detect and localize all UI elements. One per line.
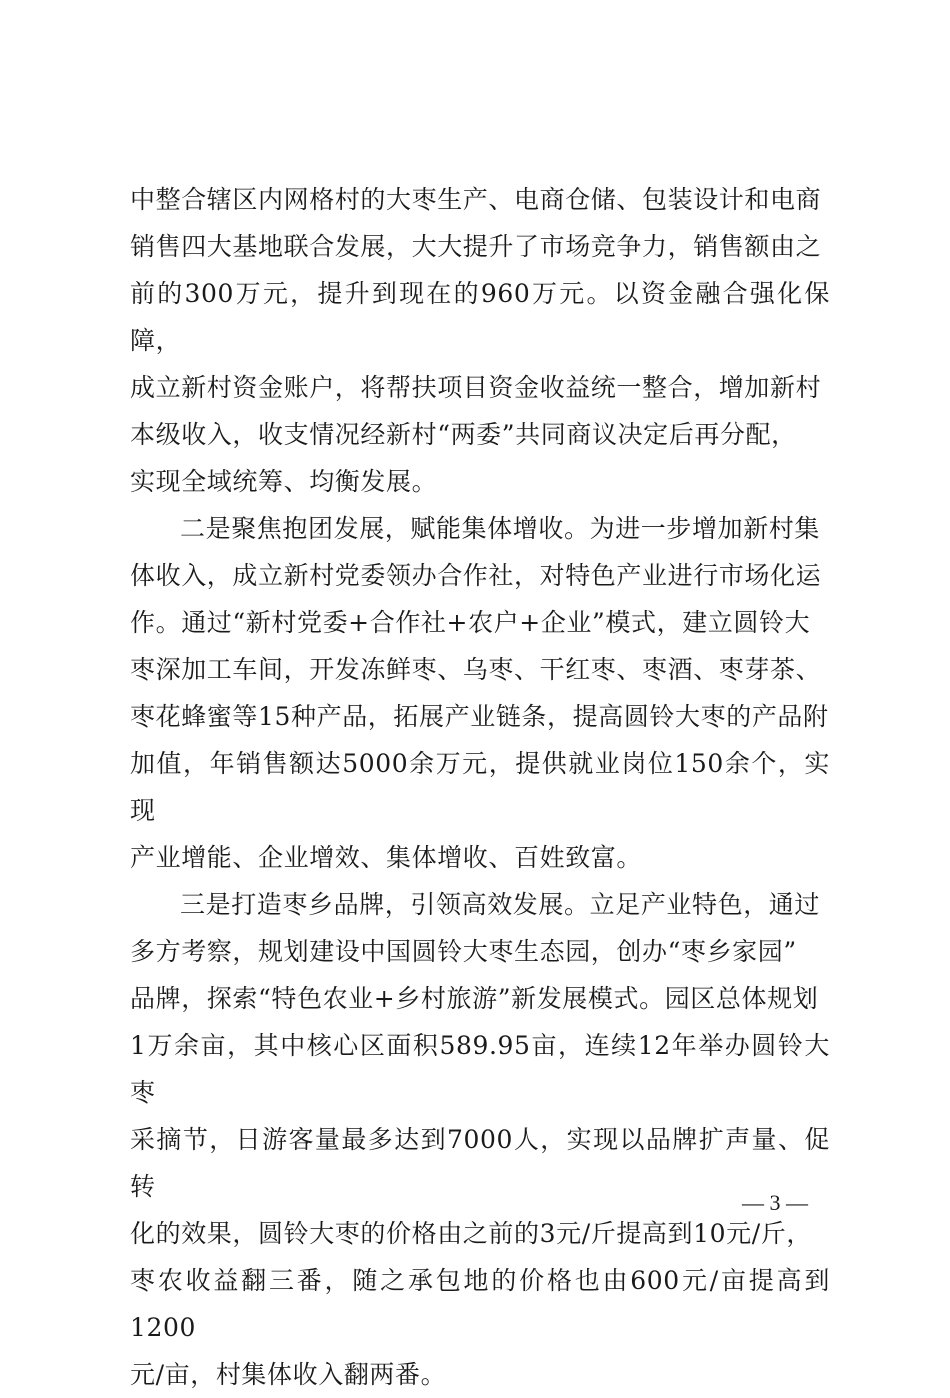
paragraph-brand-building: 三是打造枣乡品牌，引领高效发展。立足产业特色，通过 多方考察，规划建设中国圆铃大枣生态园，创办“枣乡家园” 品牌，探索“特色农业+乡村旅游”新发展模式。园区总体规划 1万余亩，其中核心区面积589.95亩，连续12年举办圆铃大枣 采摘节，日游客量最多达到7000人，实现以品牌扩声量、促转 化的效果，圆铃大枣的价格由之前的3元/斤提高到10元/斤， 枣农收益翻三番，随之承包地的价格也由600元/亩提高到1200 元/亩，村集体收入翻两番。: [130, 890, 830, 1389]
page-number: — 3 —: [742, 1190, 808, 1215]
paragraph-collective-income: 二是聚焦抱团发展，赋能集体增收。为进一步增加新村集 体收入，成立新村党委领办合作社，对特色产业进行市场化运 作。通过“新村党委+合作社+农户+企业”模式，建立圆铃大 枣深加工车间，开发冻鲜枣、乌枣、干红枣、枣酒、枣芽茶、 枣花蜂蜜等15种产品，拓展产业链条，提高圆铃大枣的产品附 加值，年销售额达5000余万元，提供就业岗位150余个，实现 产业增能、企业增效、集体增收、百姓致富。: [130, 514, 830, 872]
paragraph-continuation: 中整合辖区内网格村的大枣生产、电商仓储、包装设计和电商 销售四大基地联合发展，大大提升了市场竞争力，销售额由之 前的300万元，提升到现在的960万元。以资金融合强化保障， 成立新村资金账户，将帮扶项目资金收益统一整合，增加新村 本级收入，收支情况经新村“两委”共同商议决定后再分配， 实现全域统筹、均衡发展。: [130, 185, 830, 496]
